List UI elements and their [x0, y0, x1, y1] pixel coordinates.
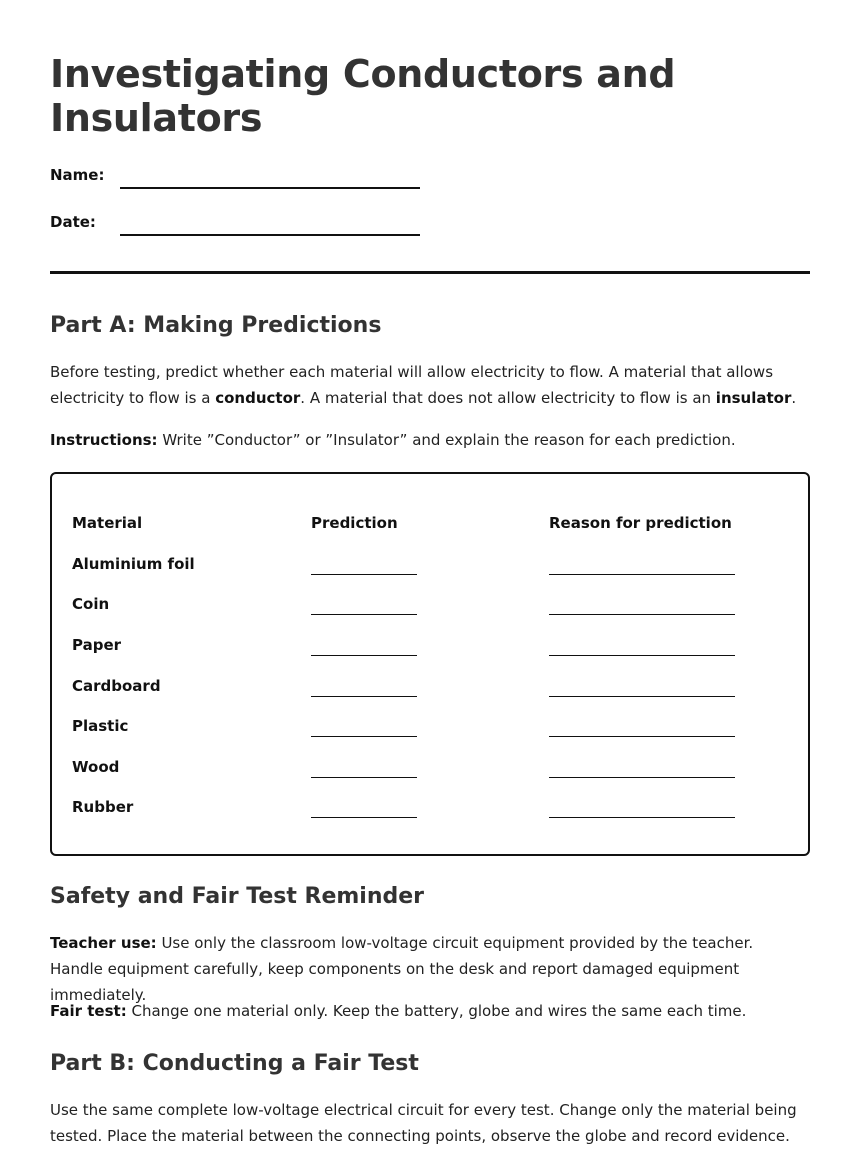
part-b-text: Use the same complete low-voltage electrical circuit for every test. Change only the material being tested. Place the material between the connecting points, observe the globe and record evidence.	[50, 1101, 797, 1145]
table-row	[52, 555, 808, 579]
table-row	[52, 636, 808, 660]
prediction-blank[interactable]	[311, 655, 417, 656]
material-label: Aluminium foil	[72, 555, 195, 573]
instructions	[50, 427, 810, 453]
safety-heading: Safety and Fair Test Reminder	[50, 884, 425, 909]
table-row	[52, 758, 808, 782]
material-label: Cardboard	[72, 677, 161, 695]
reason-blank[interactable]	[549, 696, 735, 697]
reason-blank[interactable]	[549, 736, 735, 737]
prediction-blank[interactable]	[311, 736, 417, 737]
material-label: Paper	[72, 636, 122, 654]
teacher-use-label: Teacher use:	[50, 934, 157, 952]
instructions-label: Instructions:	[50, 431, 158, 449]
name-field[interactable]	[120, 187, 420, 189]
intro-text-2: . A material that does not allow electricity to flow is an	[300, 389, 716, 407]
table-row	[52, 595, 808, 619]
part-a-intro	[50, 359, 810, 411]
fair-test-note	[50, 998, 810, 1024]
fair-test-text: Change one material only. Keep the battery, globe and wires the same each time.	[126, 1002, 747, 1020]
date-field[interactable]	[120, 234, 420, 236]
reason-blank[interactable]	[549, 817, 735, 818]
reason-blank[interactable]	[549, 614, 735, 615]
name-label: Name:	[50, 166, 105, 184]
fair-test-label: Fair test:	[50, 1002, 127, 1020]
prediction-blank[interactable]	[311, 817, 417, 818]
teacher-use-note	[50, 930, 810, 1008]
prediction-blank[interactable]	[311, 777, 417, 778]
material-label: Coin	[72, 595, 110, 613]
material-label: Plastic	[72, 717, 129, 735]
teacher-use-text: Use only the classroom low-voltage circuit equipment provided by the teacher. Handle equipment carefully, keep components on the desk and report damaged equipment immediately.	[50, 934, 754, 1004]
header-divider	[50, 271, 810, 274]
reason-blank[interactable]	[549, 574, 735, 575]
table-row	[52, 677, 808, 701]
prediction-table	[50, 472, 810, 856]
table-row	[52, 798, 808, 822]
conductor-term: conductor	[215, 389, 301, 407]
instructions-text: Write ”Conductor” or ”Insulator” and explain the reason for each prediction.	[157, 431, 736, 449]
intro-text-3: .	[791, 389, 797, 407]
prediction-blank[interactable]	[311, 574, 417, 575]
intro-text-1: Before testing, predict whether each material will allow electricity to flow. A material that allows electricity to flow is a	[50, 363, 774, 407]
material-label: Rubber	[72, 798, 134, 816]
table-row	[52, 717, 808, 741]
material-label: Wood	[72, 758, 120, 776]
page-title: Investigating Conductors and Insulators	[50, 52, 676, 140]
reason-blank[interactable]	[549, 777, 735, 778]
header-reason: Reason for prediction	[549, 514, 732, 532]
reason-blank[interactable]	[549, 655, 735, 656]
date-label: Date:	[50, 213, 96, 231]
insulator-term: insulator	[715, 389, 792, 407]
header-prediction: Prediction	[311, 514, 398, 532]
prediction-blank[interactable]	[311, 696, 417, 697]
prediction-blank[interactable]	[311, 614, 417, 615]
part-a-heading: Part A: Making Predictions	[50, 313, 382, 338]
header-material: Material	[72, 514, 143, 532]
part-b-heading: Part B: Conducting a Fair Test	[50, 1051, 419, 1076]
